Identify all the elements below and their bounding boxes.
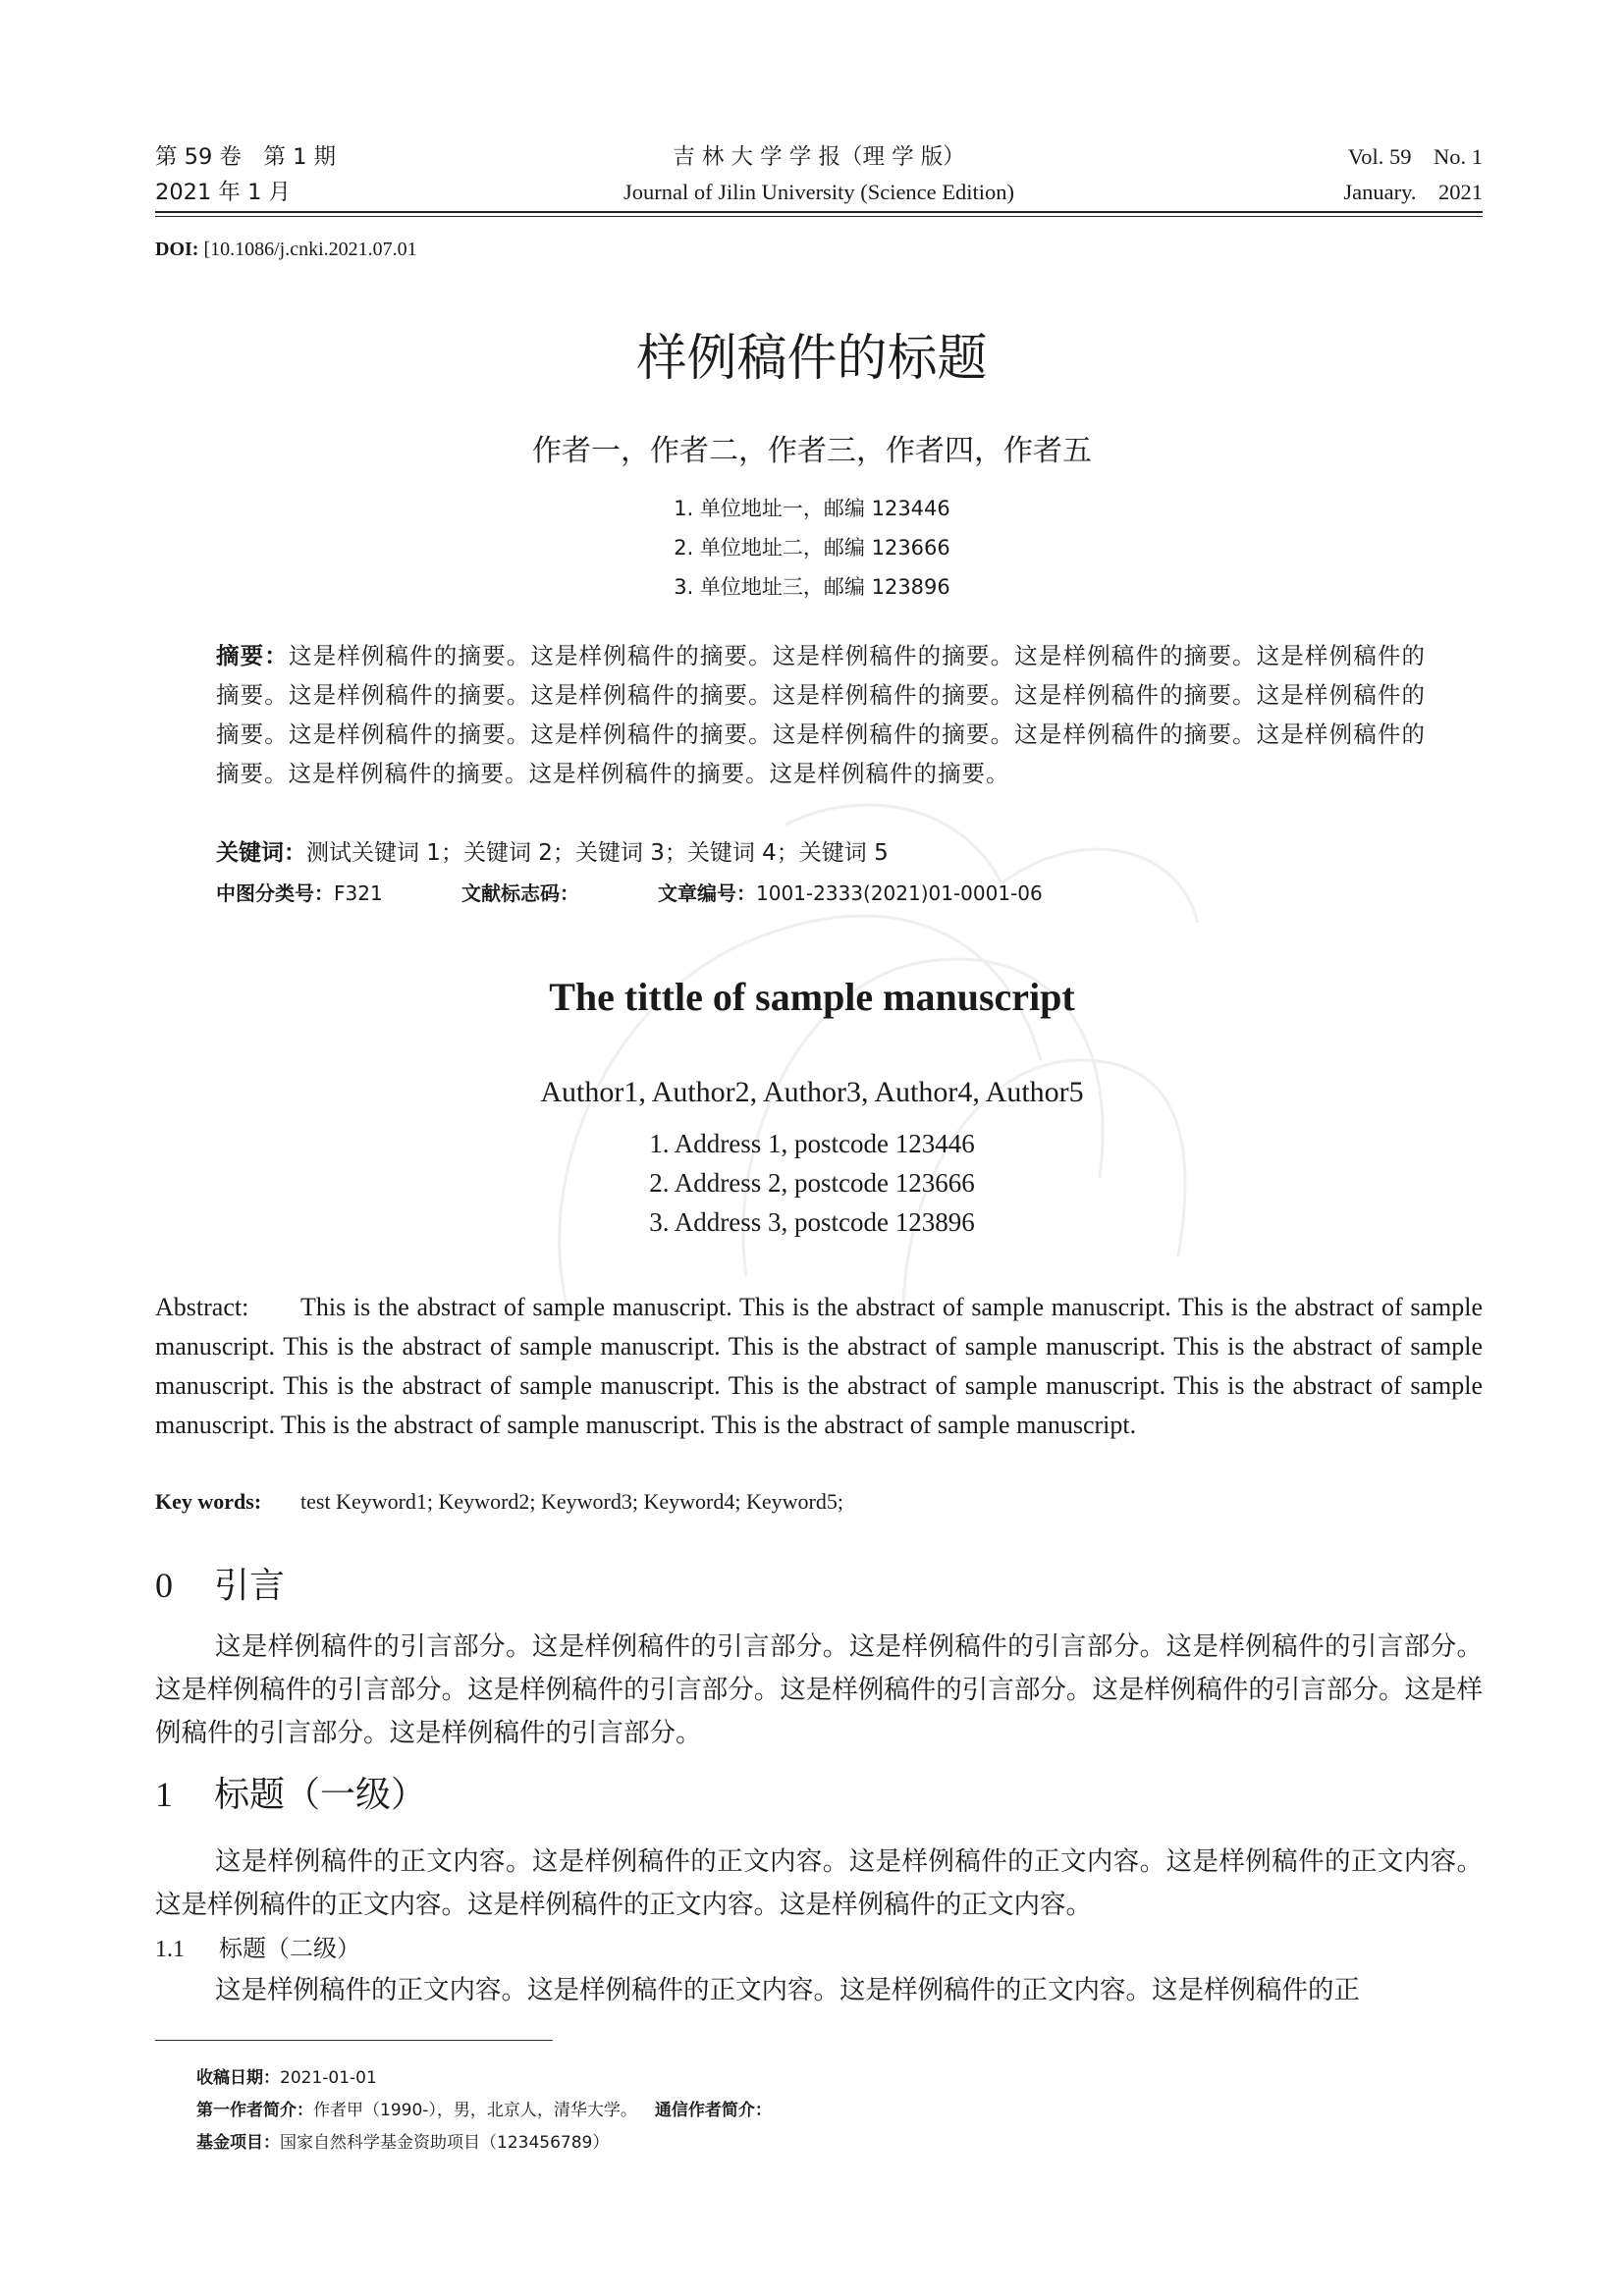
header-volume-info-en — [1343, 139, 1483, 210]
cn-affiliation: 3. 单位地址三，邮编 123896 — [674, 575, 950, 599]
cn-affiliation: 2. 单位地址二，邮编 123666 — [674, 536, 950, 560]
header-date-en: January. 2021 — [1343, 180, 1483, 204]
header-journal-name — [155, 139, 1483, 210]
en-authors: Author1, Author2, Author3, Author4, Author5 — [540, 1076, 1084, 1108]
cn-keywords-text: 测试关键词 1；关键词 2；关键词 3；关键词 4；关键词 5 — [306, 840, 889, 866]
doc-code — [461, 879, 658, 908]
cn-affiliations — [0, 489, 1624, 607]
header-volume-issue: 第 59 卷 第 1 期 — [155, 144, 337, 170]
footnote-fund-label: 基金项目： — [196, 2133, 280, 2153]
header-vol-no: Vol. 59 No. 1 — [1347, 144, 1483, 169]
cn-abstract — [216, 636, 1426, 793]
doc-code-label: 文献标志码： — [461, 881, 579, 905]
en-abstract-label: Abstract: — [155, 1293, 249, 1321]
en-affiliation: 3. Address 3, postcode 123896 — [649, 1207, 975, 1237]
subsection-number: 1.1 — [155, 1937, 185, 1962]
header-date-cn: 2021 年 1 月 — [155, 180, 292, 205]
footnote-received — [196, 2065, 377, 2091]
doi-line — [155, 236, 417, 263]
subsection-title: 标题（二级） — [219, 1935, 360, 1962]
subsection-heading-1-1 — [155, 1932, 360, 1966]
section-number: 0 — [155, 1566, 173, 1605]
running-header — [155, 139, 1483, 218]
header-rule-thin — [155, 216, 1483, 217]
footnote-fund-value: 国家自然科学基金资助项目（123456789） — [280, 2133, 610, 2153]
cn-abstract-label: 摘要： — [216, 642, 289, 669]
cn-classification-line — [216, 879, 1043, 908]
cn-keywords-label: 关键词： — [216, 840, 306, 866]
cn-keywords — [216, 836, 889, 870]
footnote-corresponding-label: 通信作者简介： — [654, 2101, 772, 2120]
cn-affiliation: 1. 单位地址一，邮编 123446 — [674, 497, 950, 520]
footnote-author-bio — [196, 2098, 772, 2123]
en-affiliations — [0, 1124, 1624, 1242]
cn-abstract-text: 这是样例稿件的摘要。这是样例稿件的摘要。这是样例稿件的摘要。这是样例稿件的摘要。这是样例稿件的摘要。这是样例稿件的摘要。这是样例稿件的摘要。这是样例稿件的摘要。这是样例稿件的摘要。这是样例稿件的摘要。这是样例稿件的摘要。这是样例稿件的摘要。这是样例稿件的摘要。这是样例稿件的摘要。这是样例稿件的摘要。这是样例稿件的摘要。这是样例稿件的摘要。这是样例稿件的摘要。 — [216, 642, 1427, 787]
en-title: The tittle of sample manuscript — [549, 975, 1075, 1019]
en-affiliation: 2. Address 2, postcode 123666 — [649, 1168, 975, 1198]
section-heading-0 — [155, 1561, 285, 1611]
section-number: 1 — [155, 1775, 173, 1814]
footnote-fund — [196, 2130, 609, 2156]
en-abstract-text: This is the abstract of sample manuscript. This is the abstract of sample manuscript. This is the abstract of sample manuscript. This is the abstract of sample manuscript. This is the abstract of sample manuscript. This is the abstract of sample manuscript. This is the abstract of sample manuscript. This is the abstract of sample manuscript. This is the abstract of sample manuscript. This is the abstract of sample manuscript. This is the abstract of sample manuscript. — [155, 1293, 1483, 1439]
section-1-paragraph: 这是样例稿件的正文内容。这是样例稿件的正文内容。这是样例稿件的正文内容。这是样例稿件的正文内容。这是样例稿件的正文内容。这是样例稿件的正文内容。这是样例稿件的正文内容。 — [155, 1846, 1483, 1920]
footnote-received-label: 收稿日期： — [196, 2068, 280, 2088]
section-heading-1 — [155, 1770, 426, 1820]
footnote-received-value: 2021-01-01 — [280, 2068, 377, 2088]
clc-number — [216, 879, 461, 908]
header-journal-en: Journal of Jilin University (Science Edition) — [623, 180, 1015, 204]
cn-title: 样例稿件的标题 — [636, 330, 988, 388]
en-keywords-text: test Keyword1; Keyword2; Keyword3; Keyword4; Keyword5; — [300, 1489, 843, 1514]
en-affiliation: 1. Address 1, postcode 123446 — [649, 1129, 975, 1158]
clc-value: F321 — [334, 881, 383, 905]
header-rule-thick — [155, 211, 1483, 213]
footnote-first-author-value: 作者甲（1990-），男，北京人，清华大学。 — [313, 2101, 637, 2120]
en-keywords — [155, 1487, 843, 1517]
cn-authors: 作者一，作者二，作者三，作者四，作者五 — [532, 434, 1092, 468]
en-abstract — [155, 1288, 1483, 1445]
doi-value: [10.1086/j.cnki.2021.07.01 — [198, 239, 417, 260]
section-0-paragraph: 这是样例稿件的引言部分。这是样例稿件的引言部分。这是样例稿件的引言部分。这是样例稿件的引言部分。这是样例稿件的引言部分。这是样例稿件的引言部分。这是样例稿件的引言部分。这是样例稿件的引言部分。这是样例稿件的引言部分。这是样例稿件的引言部分。 — [155, 1631, 1483, 1748]
article-number-label: 文章编号： — [658, 881, 756, 905]
article-number — [658, 879, 1043, 908]
en-keywords-label: Key words: — [155, 1489, 262, 1514]
section-1-1-paragraph: 这是样例稿件的正文内容。这是样例稿件的正文内容。这是样例稿件的正文内容。这是样例稿件的正 — [215, 1975, 1360, 2005]
clc-label: 中图分类号： — [216, 881, 334, 905]
footnote-first-author-label: 第一作者简介： — [196, 2101, 313, 2120]
section-title: 引言 — [214, 1566, 286, 1606]
footnote-rule — [155, 2040, 553, 2041]
doi-label: DOI: — [155, 239, 199, 260]
article-number-value: 1001-2333(2021)01-0001-06 — [756, 881, 1043, 905]
section-title: 标题（一级） — [214, 1775, 427, 1815]
header-journal-cn: 吉 林 大 学 学 报（理 学 版） — [673, 144, 965, 170]
